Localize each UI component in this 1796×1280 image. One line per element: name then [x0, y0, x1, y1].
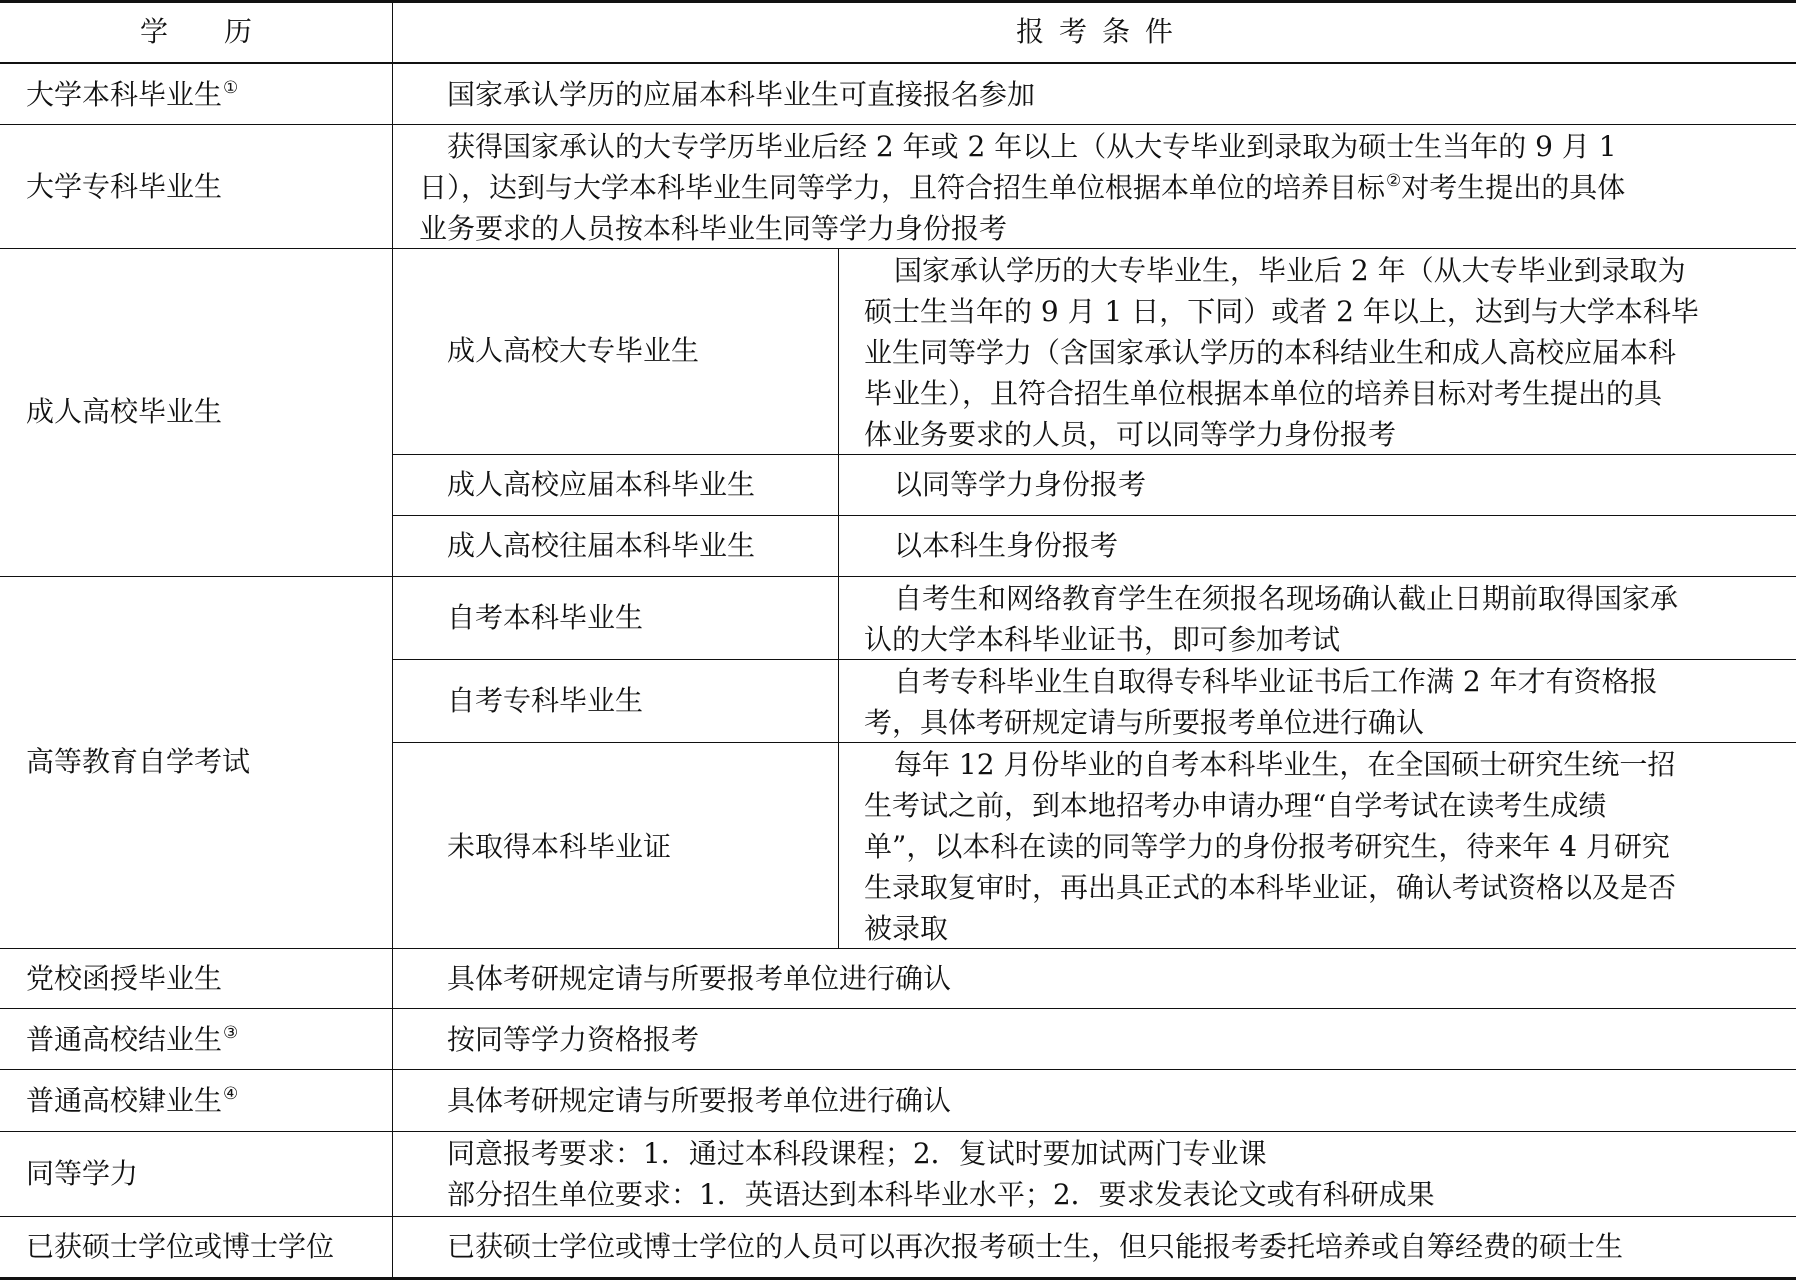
footnote-mark: ②	[1386, 171, 1402, 191]
row-requirement: 具体考研规定请与所要报考单位进行确认	[447, 1084, 952, 1117]
row-label: 高等教育自学考试	[26, 745, 251, 778]
label-text: 普通高校结业生	[26, 1023, 223, 1056]
footnote-mark: ④	[223, 1084, 239, 1104]
row-requirement: 国家承认学历的应届本科毕业生可直接报名参加	[447, 78, 1036, 111]
sub-label: 成人高校应届本科毕业生	[447, 468, 756, 501]
sub-requirement-line: 以本科生身份报考	[894, 529, 1119, 562]
row-label: 同等学力	[26, 1157, 139, 1190]
sub-requirement-line: 认的大学本科毕业证书，即可参加考试	[864, 623, 1341, 656]
label-text: 大学本科毕业生	[26, 78, 223, 111]
row-label: 大学专科毕业生	[26, 170, 223, 203]
sub-label: 未取得本科毕业证	[447, 830, 672, 863]
row-rule	[0, 1008, 1796, 1009]
row-requirement: 具体考研规定请与所要报考单位进行确认	[447, 962, 952, 995]
sub-requirement-line: 业生同等学力（含国家承认学历的本科结业生和成人高校应届本科	[864, 336, 1677, 369]
header-education: 学 历	[139, 15, 252, 48]
row-label	[26, 1080, 238, 1121]
subrow-rule	[393, 515, 1796, 516]
sub-requirement-line: 自考生和网络教育学生在须报名现场确认截止日期前取得国家承	[894, 582, 1679, 615]
row-rule	[0, 124, 1796, 125]
sub-requirement-line: 硕士生当年的 9 月 1 日，下同）或者 2 年以上，达到与大学本科毕	[864, 295, 1699, 328]
sub-label: 自考本科毕业生	[447, 601, 644, 634]
row-requirement-line	[419, 167, 1625, 208]
row-label: 已获硕士学位或博士学位	[26, 1230, 335, 1263]
table-top-border	[0, 0, 1796, 3]
sub-requirement-line: 被录取	[864, 912, 949, 945]
sub-requirement-line: 单”，以本科在读的同等学力的身份报考研究生，待来年 4 月研究	[864, 830, 1670, 863]
row-label	[26, 74, 238, 115]
sub-label: 成人高校大专毕业生	[447, 334, 700, 367]
row-requirement: 已获硕士学位或博士学位的人员可以再次报考硕士生，但只能报考委托培养或自筹经费的硕士生	[447, 1230, 1624, 1263]
text-segment: 日），达到与大学本科毕业生同等学力，且符合招生单位根据本单位的培养目标	[419, 171, 1386, 204]
sub-label: 成人高校往届本科毕业生	[447, 529, 756, 562]
row-rule	[0, 1216, 1796, 1217]
row-requirement-line: 部分招生单位要求：1．英语达到本科毕业水平；2．要求发表论文或有科研成果	[447, 1178, 1435, 1211]
subcolumn-divider	[838, 576, 839, 948]
row-requirement: 按同等学力资格报考	[447, 1023, 700, 1056]
row-rule	[0, 1131, 1796, 1132]
sub-requirement-line: 以同等学力身份报考	[894, 468, 1147, 501]
row-requirement-line: 同意报考要求：1．通过本科段课程；2．复试时要加试两门专业课	[447, 1137, 1267, 1170]
footnote-mark: ③	[223, 1023, 239, 1043]
sub-requirement-line: 生考试之前，到本地招考办申请办理“自学考试在读考生成绩	[864, 789, 1607, 822]
sub-requirement-line: 生录取复审时，再出具正式的本科毕业证，确认考试资格以及是否	[864, 871, 1677, 904]
row-label: 党校函授毕业生	[26, 962, 223, 995]
row-requirement-line: 业务要求的人员按本科毕业生同等学力身份报考	[419, 212, 1008, 245]
sub-label: 自考专科毕业生	[447, 684, 644, 717]
header-bottom-rule	[0, 62, 1796, 64]
label-text: 普通高校肄业生	[26, 1084, 223, 1117]
row-rule	[0, 1069, 1796, 1070]
row-label	[26, 1019, 238, 1060]
sub-requirement-line: 每年 12 月份毕业的自考本科毕业生，在全国硕士研究生统一招	[894, 748, 1676, 781]
subcolumn-divider	[838, 248, 839, 576]
sub-requirement-line: 考，具体考研规定请与所要报考单位进行确认	[864, 706, 1425, 739]
sub-requirement-line: 体业务要求的人员，可以同等学力身份报考	[864, 418, 1397, 451]
row-label: 成人高校毕业生	[26, 395, 223, 428]
row-requirement-line: 获得国家承认的大专学历毕业后经 2 年或 2 年以上（从大专毕业到录取为硕士生当年的 9 月 1	[447, 130, 1617, 163]
column-divider	[392, 0, 393, 1280]
footnote-mark: ①	[223, 78, 239, 98]
row-rule	[0, 576, 1796, 577]
text-segment: 对考生提出的具体	[1401, 171, 1626, 204]
sub-requirement-line: 自考专科毕业生自取得专科毕业证书后工作满 2 年才有资格报	[894, 665, 1658, 698]
sub-requirement-line: 毕业生），且符合招生单位根据本单位的培养目标对考生提出的具	[864, 377, 1663, 410]
sub-requirement-line: 国家承认学历的大专毕业生，毕业后 2 年（从大专毕业到录取为	[894, 254, 1686, 287]
header-requirements: 报 考 条 件	[1016, 15, 1173, 48]
